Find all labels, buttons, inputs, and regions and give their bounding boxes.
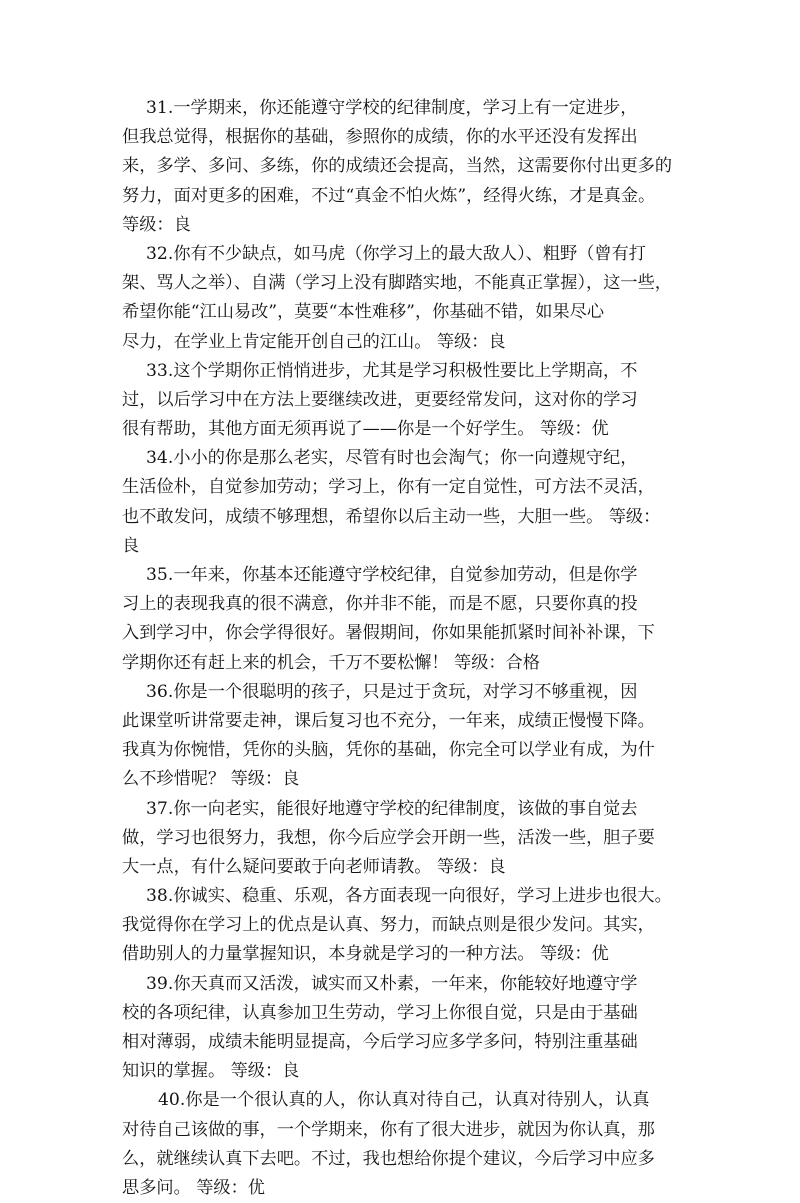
text-line: 良 — [122, 535, 140, 556]
text-line: 36.你是一个很聪明的孩子，只是过于贪玩，对学习不够重视，因 — [146, 681, 638, 702]
text-line: 很有帮助，其他方面无须再说了——你是一个好学生。 等级：优 — [122, 419, 609, 440]
text-line: 生活俭朴，自觉参加劳动；学习上，你有一定自觉性，可方法不灵活， — [122, 477, 655, 498]
text-line: 37.你一向老实，能很好地遵守学校的纪律制度，该做的事自觉去 — [146, 798, 638, 819]
text-line: 做，学习也很努力，我想，你今后应学会开朗一些，活泼一些，胆子要 — [122, 827, 655, 848]
text-line: 架、骂人之举）、自满（学习上没有脚踏实地，不能真正掌握），这一些， — [122, 273, 672, 294]
text-line: 知识的掌握。 等级：良 — [122, 1061, 300, 1082]
text-line: 大一点，有什么疑问要敢于向老师请教。 等级：良 — [122, 856, 506, 877]
text-line: 34.小小的你是那么老实，尽管有时也会淘气；你一向遵规守纪， — [146, 448, 638, 469]
text-line: 我觉得你在学习上的优点是认真、努力，而缺点则是很少发问。其实， — [122, 915, 655, 936]
text-line: 32.你有不少缺点，如马虎（你学习上的最大敌人）、粗野（曾有打 — [146, 243, 646, 264]
text-line: 尽力，在学业上肯定能开创自己的江山。 等级：良 — [122, 331, 506, 352]
text-line: 此课堂听讲常要走神，课后复习也不充分，一年来，成绩正慢慢下降。 — [122, 710, 655, 731]
text-line: 35.一年来，你基本还能遵守学校纪律，自觉参加劳动，但是你学 — [146, 565, 638, 585]
text-line: 过，以后学习中在方法上要继续改进，更要经常发问，这对你的学习 — [122, 389, 638, 410]
text-line: 借助别人的力量掌握知识，本身就是学习的一种方法。 等级：优 — [122, 944, 609, 965]
text-line: 相对薄弱，成绩未能明显提高，今后学习应多学多问，特别注重基础 — [122, 1032, 638, 1052]
text-line: 33.这个学期你正悄悄进步，尤其是学习积极性要比上学期高，不 — [146, 360, 638, 381]
text-line: 39.你天真而又活泼，诚实而又朴素，一年来，你能较好地遵守学 — [146, 973, 638, 994]
document-body — [122, 94, 684, 1203]
text-line: 么不珍惜呢？ 等级：良 — [122, 769, 300, 790]
text-line: 我真为你惋惜，凭你的头脑，凭你的基础，你完全可以学业有成，为什 — [122, 740, 655, 761]
text-line: 思多问。 等级：优 — [122, 1177, 265, 1198]
text-line: 学期你还有赶上来的机会，千万不要松懈！ 等级：合格 — [122, 652, 540, 673]
text-line: 等级：良 — [122, 214, 191, 235]
text-line: 希望你能“江山易改”，莫要“本性难移”，你基础不错，如果尽心 — [122, 302, 605, 323]
text-line: 40.你是一个很认真的人，你认真对待自己，认真对待别人，认真 — [158, 1090, 650, 1111]
text-line: 38.你诚实、稳重、乐观，各方面表现一向很好，学习上进步也很大。 — [146, 886, 672, 907]
text-line: 31.一学期来，你还能遵守学校的纪律制度，学习上有一定进步， — [146, 98, 638, 118]
text-line: 么，就继续认真下去吧。不过，我也想给你提个建议，今后学习中应多 — [122, 1148, 655, 1169]
text-line: 校的各项纪律，认真参加卫生劳动，学习上你很自觉，只是由于基础 — [122, 1002, 638, 1023]
text-line: 努力，面对更多的困难，不过“真金不怕火炼”，经得火练，才是真金。 — [122, 185, 656, 206]
text-line: 入到学习中，你会学得很好。暑假期间，你如果能抓紧时间补补课，下 — [122, 623, 655, 644]
text-line: 但我总觉得，根据你的基础，参照你的成绩，你的水平还没有发挥出 — [122, 127, 638, 148]
text-line: 对待自己该做的事，一个学期来，你有了很大进步，就因为你认真，那 — [122, 1119, 655, 1140]
text-line: 来，多学、多问、多练，你的成绩还会提高，当然，这需要你付出更多的 — [122, 156, 673, 177]
text-line: 习上的表现我真的很不满意，你并非不能，而是不愿，只要你真的投 — [122, 594, 638, 615]
text-line: 也不敢发问，成绩不够理想，希望你以后主动一些，大胆一些。 等级： — [122, 506, 661, 527]
